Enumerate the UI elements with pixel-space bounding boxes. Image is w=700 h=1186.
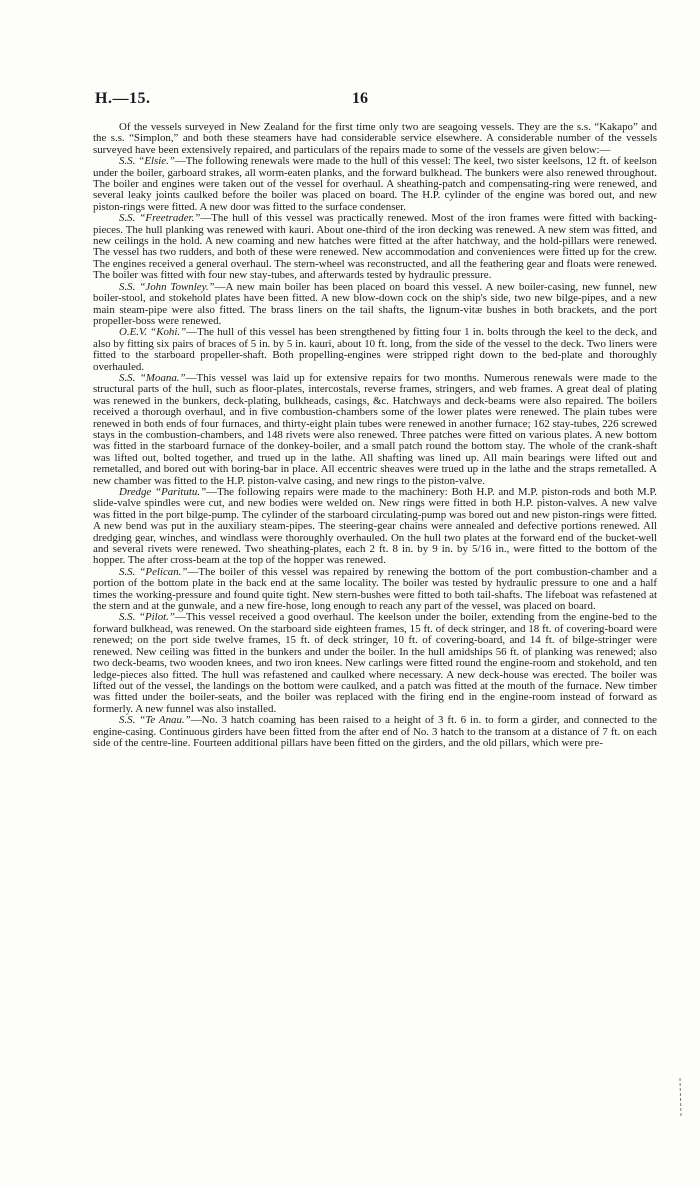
paragraph-intro bbox=[93, 122, 657, 156]
scan-margin-mark bbox=[678, 1078, 684, 1118]
vessel-name: S.S. “Te Anau.” bbox=[119, 714, 191, 727]
paragraph-text: —The following renewals were made to the hull of this vessel: The keel, two sister keelsons, 12 ft. of keelson under the boiler, garboard strakes, all worm-eaten planks, and the forward bulkhead. The bunkers were also renewed throughout. The boiler and engines were taken out of the vessel for overhaul. A sheathing-patch and compensating-ring were renewed, and several leaky joints caulked before the boiler was placed on board. The H.P. cylinder of the engine was bored out, and new piston-rings were fitted. A new door was fitted to the surface condenser. bbox=[93, 155, 657, 213]
vessel-name: S.S. “Pilot.” bbox=[119, 611, 175, 624]
vessel-name: O.E.V. “Kohi.” bbox=[119, 326, 187, 339]
paragraph-pilot bbox=[93, 612, 657, 715]
vessel-name: S.S. “Elsie.” bbox=[119, 155, 175, 168]
body-text bbox=[93, 122, 657, 749]
paragraph-text: —This vessel was laid up for extensive repairs for two months. Numerous renewals were made to the structural parts of the hull, such as floor-plates, intercostals, reverse frames, stringers, and web frames. A great deal of plating was renewed in the bunkers, deck-plating, bulkheads, casings, &c. Hatchways and deck-beams were also repaired. The boilers received a thorough overhaul, and in five combustion-chambers some of the lower plates were renewed. The plain tubes were renewed in both ends of four furnaces, and thirty-eight plain tubes were renewed in another furnace; 162 stay-tubes, 226 screwed stays in the combustion-chambers, and 148 rivets were also renewed. Three patches were fitted on various plates. A new bottom was fitted in the starboard furnace of the donkey-boiler, and a small patch round the bottom stay. The whole of the crank-shaft was lifted out, bolted together, and trued up in the lathe. All shafting was lined up. All main bearings were lifted out and remetalled, and bored out with boring-bar in place. All eccentric sheaves were trued up in the lathe and the straps remetalled. A new chamber was fitted to the H.P. piston-valve casing, and new rings to the piston-valve. bbox=[93, 371, 657, 487]
paragraph-elsie bbox=[93, 156, 657, 213]
paragraph-text: —This vessel received a good overhaul. The keelson under the boiler, extending from the engine-bed to the forward bulkhead, was renewed. On the starboard side eighteen frames, 15 ft. of deck stringer, and 18 ft. of covering-board were renewed; on the port side twelve frames, 15 ft. of deck stringer, 10 ft. of covering-board, and 14 ft. of bilge-stringer were renewed. New ceiling was fitted in the bunkers and under the boiler. In the hull amidships 56 ft. of planking was renewed; also two deck-beams, two wooden knees, and two iron knees. New carlings were fitted round the engine-room and stokehold, and ten ledge-pieces also fitted. The hull was refastened and caulked where necessary. A new deck-house was erected. The boiler was lifted out of the vessel, the landings on the bottom were caulked, and a patch was fitted at the mouth of the furnace. New timber was fitted under the boiler-seats, and the boiler was replaced with the firing end in the engine-room instead of forward as formerly. A new funnel was also installed. bbox=[93, 611, 657, 715]
paragraph-text: —The hull of this vessel has been strengthened by fitting four 1 in. bolts through the keel to the deck, and also by fitting six pairs of braces of 5 in. by 5 in. kauri, about 10 ft. long, from the side of the vessel to the deck. Two liners were fitted to the starboard propeller-shaft. Both propelling-engines were stripped right down to the bed-plate and thoroughly overhauled. bbox=[93, 326, 657, 373]
paragraph-moana bbox=[93, 373, 657, 487]
report-reference: H.—15. bbox=[95, 90, 151, 107]
vessel-name: S.S. “Pelican.” bbox=[119, 565, 188, 578]
paragraph-paritutu bbox=[93, 487, 657, 567]
paragraph-te-anau bbox=[93, 715, 657, 749]
vessel-name: Dredge “Paritutu.” bbox=[119, 486, 207, 498]
paragraph-text: —No. 3 hatch coaming has been raised to a height of 3 ft. 6 in. to form a girder, and connected to the engine-casing. Continuous girders have been fitted from the after end of No. 3 hatch to the transom at a distance of 7 ft. on each side of the centre-line. Fourteen additional pillars have been fitted on the girders, and the old pillars, which were pre- bbox=[93, 714, 657, 749]
vessel-name: S.S. “Moana.” bbox=[119, 371, 186, 384]
paragraph-text: —A new main boiler has been placed on board this vessel. A new boiler-casing, new funnel, new boiler-stool, and stokehold plates have been fitted. A new blow-down cock on the ship's side, two new bilge-pipes, and a new main steam-pipe were also fitted. The brass liners on the tail shafts, the lignum-vitæ bushes in both brackets, and the port propeller-boss were renewed. bbox=[93, 280, 657, 327]
vessel-name: S.S. “Freetrader.” bbox=[119, 212, 201, 225]
paragraph-john-townley bbox=[93, 282, 657, 328]
paragraph-pelican bbox=[93, 567, 657, 613]
page-number: 16 bbox=[352, 90, 368, 107]
paragraph-text: Of the vessels surveyed in New Zealand for the first time only two are seagoing vessels. They are the s.s. “Kakapo” and the s.s. “Simplon,” and both these steamers have had considerable service elsewhere. A considerable number of the vessels surveyed have been extensively repaired, and particulars of the repairs made to some of the vessels are given below:— bbox=[93, 121, 657, 156]
paragraph-text: —The hull of this vessel was practically renewed. Most of the iron frames were fitted with backing-pieces. The hull planking was renewed with kauri. About one-third of the iron decking was renewed. A new stem was fitted, and new ceilings in the hold. A new coaming and new hatches were fitted at the after hatchway, and the hold-pillars were renewed. The vessel has two rudders, and both of these were renewed. New accommodation and conveniences were fitted up for the crew. The engines received a general overhaul. The stern-wheel was reconstructed, and all the feathering gear and floats were renewed. The boiler was fitted with four new stay-tubes, and afterwards tested by hydraulic pressure. bbox=[93, 212, 657, 282]
paragraph-freetrader bbox=[93, 213, 657, 281]
paragraph-text: —The following repairs were made to the machinery: Both H.P. and M.P. piston-rods and both M.P. slide-valve spindles were cut, and new bodies were welded on. New rings were fitted in both H.P. piston-valves. A new valve was fitted in the port bilge-pump. The cylinder of the starboard circulating-pump was bored out and new piston-rings were fitted. A new bend was put in the auxiliary steam-pipes. The steering-gear chains were annealed and defective portions renewed. All dredging gear, winches, and windlass were thoroughly overhauled. On the hull two plates at the forward end of the bucket-well and several rivets were renewed. Two sheathing-plates, each 2 ft. 8 in. by 9 in. by 5/16 in., were fitted to the bottom of the hopper. The after cross-beam at the top of the hopper was renewed. bbox=[93, 486, 658, 567]
paragraph-text: —The boiler of this vessel was repaired by renewing the bottom of the port combustion-chamber and a portion of the bottom plate in the back end at the same locality. The boiler was tested by hydraulic pressure to one and a half times the working-pressure and found quite tight. New stern-bushes were fitted to both tail-shafts. The lifeboat was refastened at the stern and at the gunwale, and a new fire-hose, long enough to reach any part of the vessel, was placed on board. bbox=[93, 565, 657, 613]
vessel-name: S.S. “John Townley.” bbox=[119, 280, 215, 293]
paragraph-kohi bbox=[93, 327, 657, 373]
